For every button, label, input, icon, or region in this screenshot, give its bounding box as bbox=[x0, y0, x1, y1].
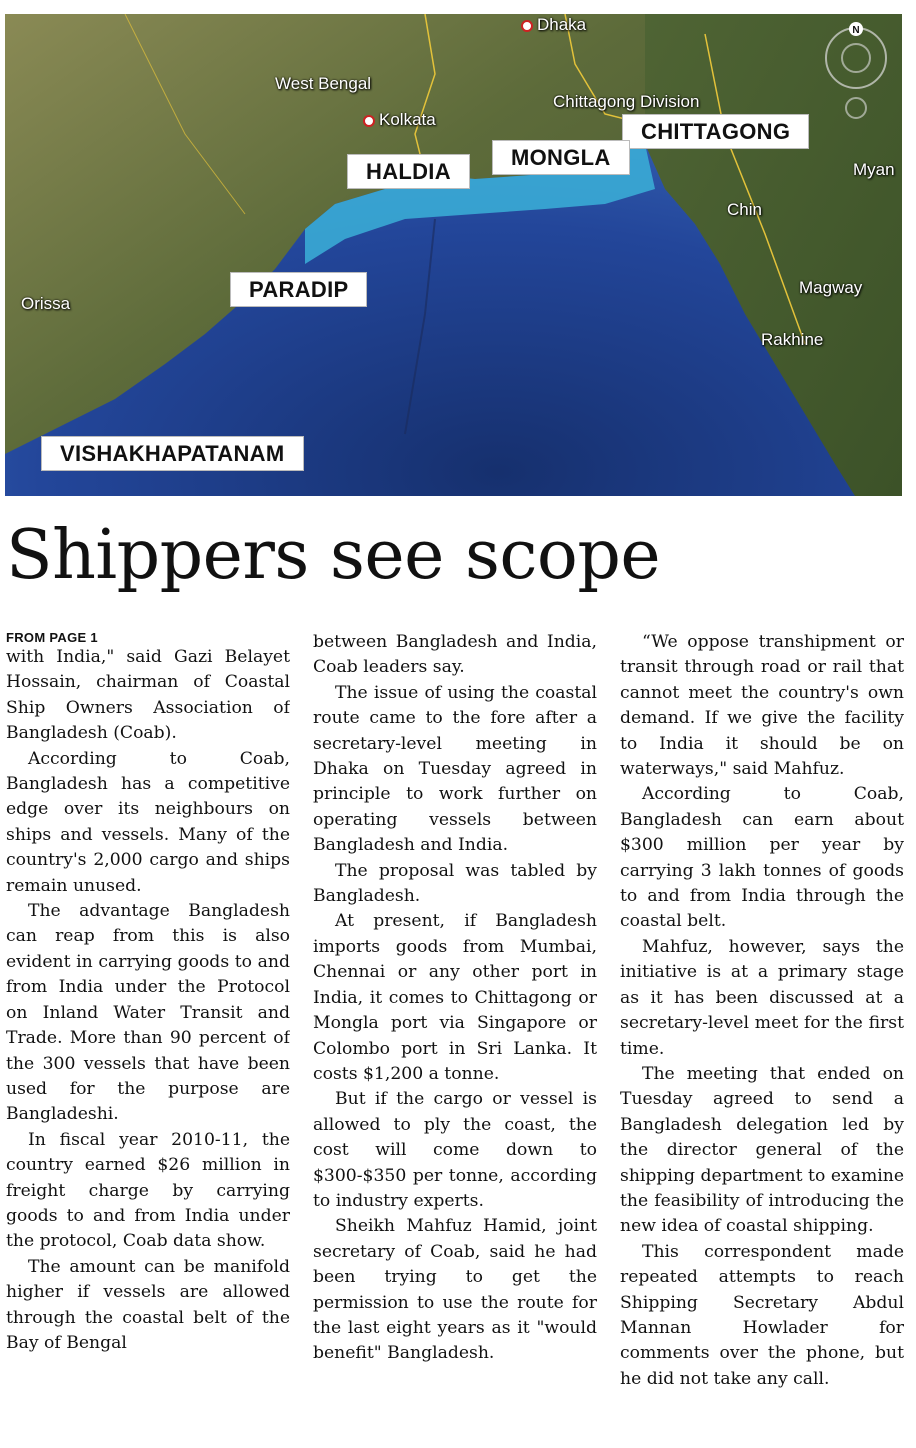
article-paragraph: The advantage Bangladesh can reap from this is also evident in carrying goods to and from India under the Protocol on Inland Water Transit and Trade. More than 90 percent of the 300 vessels that have been used for the purpose are Bangladeshi. bbox=[6, 901, 290, 1125]
map-graphic bbox=[5, 14, 902, 496]
compass-graphic bbox=[818, 20, 894, 130]
article-column-3 bbox=[620, 630, 904, 1442]
port-label-paradip: PARADIP bbox=[230, 272, 367, 307]
city-marker-icon bbox=[363, 115, 375, 127]
article-paragraph: According to Coab, Bangladesh has a competitive edge over its neighbours on ships and vessels. Many of the country's 2,000 cargo and ships remain unused. bbox=[6, 748, 290, 896]
city-marker-icon bbox=[521, 20, 533, 32]
article-column-1 bbox=[6, 630, 290, 1442]
article-paragraph: The meeting that ended on Tuesday agreed to send a Bangladesh delegation led by the director general of the shipping department to examine the feasibility of introducing the new idea of coastal shipping. bbox=[620, 1063, 904, 1237]
map-label-chin: Chin bbox=[727, 200, 762, 219]
port-label-haldia: HALDIA bbox=[347, 154, 470, 189]
article-paragraph: The proposal was tabled by Bangladesh. bbox=[313, 860, 597, 907]
compass-north-label: N bbox=[852, 25, 860, 36]
port-label-chittagong: CHITTAGONG bbox=[622, 114, 809, 149]
bay-of-bengal-map bbox=[5, 14, 902, 496]
map-label-dhaka: Dhaka bbox=[521, 15, 586, 35]
article-paragraph: The issue of using the coastal route came to the fore after a secretary-level meeting in Dhaka on Tuesday agreed in principle to work further on operating vessels between Bangladesh and India. bbox=[313, 682, 597, 856]
article-paragraph: Mahfuz, however, says the initiative is at a primary stage as it has been discussed at a secretary-level meet for the first time. bbox=[620, 936, 904, 1059]
article-kicker: FROM PAGE 1 bbox=[6, 630, 98, 645]
article-paragraph: According to Coab, Bangladesh can earn about $300 million per year by carrying 3 lakh tonnes of goods to and from India through the coastal belt. bbox=[620, 784, 904, 932]
port-label-vishakhapatanam: VISHAKHAPATANAM bbox=[41, 436, 304, 471]
map-label-kolkata: Kolkata bbox=[363, 110, 436, 130]
map-label-magway: Magway bbox=[799, 278, 863, 297]
map-label-chittagong-division: Chittagong Division bbox=[553, 92, 700, 111]
article-paragraph: between Bangladesh and India, Coab leaders say. bbox=[313, 632, 597, 678]
article-paragraph: At present, if Bangladesh imports goods from Mumbai, Chennai or any other port in India, it comes to Chittagong or Mongla port via Singapore or Colombo port in Sri Lanka. It costs $1,200 a tonne. bbox=[313, 911, 597, 1084]
article-paragraph: In fiscal year 2010-11, the country earned $26 million in freight charge by carrying goods to and from India under the protocol, Coab data show. bbox=[6, 1129, 290, 1252]
article-paragraph: Sheikh Mahfuz Hamid, joint secretary of Coab, said he had been trying to get the permission to use the route for the last eight years as it "would benefit" Bangladesh. bbox=[313, 1216, 597, 1364]
port-label-mongla: MONGLA bbox=[492, 140, 630, 175]
map-label-orissa: Orissa bbox=[21, 294, 71, 313]
article-paragraph: “We oppose transhipment or transit through road or rail that cannot meet the country's own demand. If we give the facility to India it should be on waterways," said Mahfuz. bbox=[620, 632, 904, 780]
article-paragraph: The amount can be manifold higher if vessels are allowed through the coastal belt of the Bay of Bengal bbox=[6, 1256, 290, 1353]
article-paragraph: This correspondent made repeated attempts to reach Shipping Secretary Abdul Mannan Howlader for comments over the phone, but he did not take any call. bbox=[620, 1241, 904, 1389]
article-paragraph: with India," said Gazi Belayet Hossain, chairman of Coastal Ship Owners Association of Bangladesh (Coab). bbox=[6, 647, 290, 744]
map-label-rakhine: Rakhine bbox=[761, 330, 824, 349]
map-label-myanmar: Myan bbox=[853, 160, 895, 179]
map-compass-icon bbox=[818, 20, 894, 130]
map-label-west-bengal: West Bengal bbox=[275, 74, 372, 93]
article-column-2 bbox=[313, 630, 597, 1442]
article-headline: Shippers see scope bbox=[6, 516, 661, 595]
article-paragraph: But if the cargo or vessel is allowed to ply the coast, the cost will come down to $300-$350 per tonne, according to industry experts. bbox=[313, 1089, 597, 1211]
